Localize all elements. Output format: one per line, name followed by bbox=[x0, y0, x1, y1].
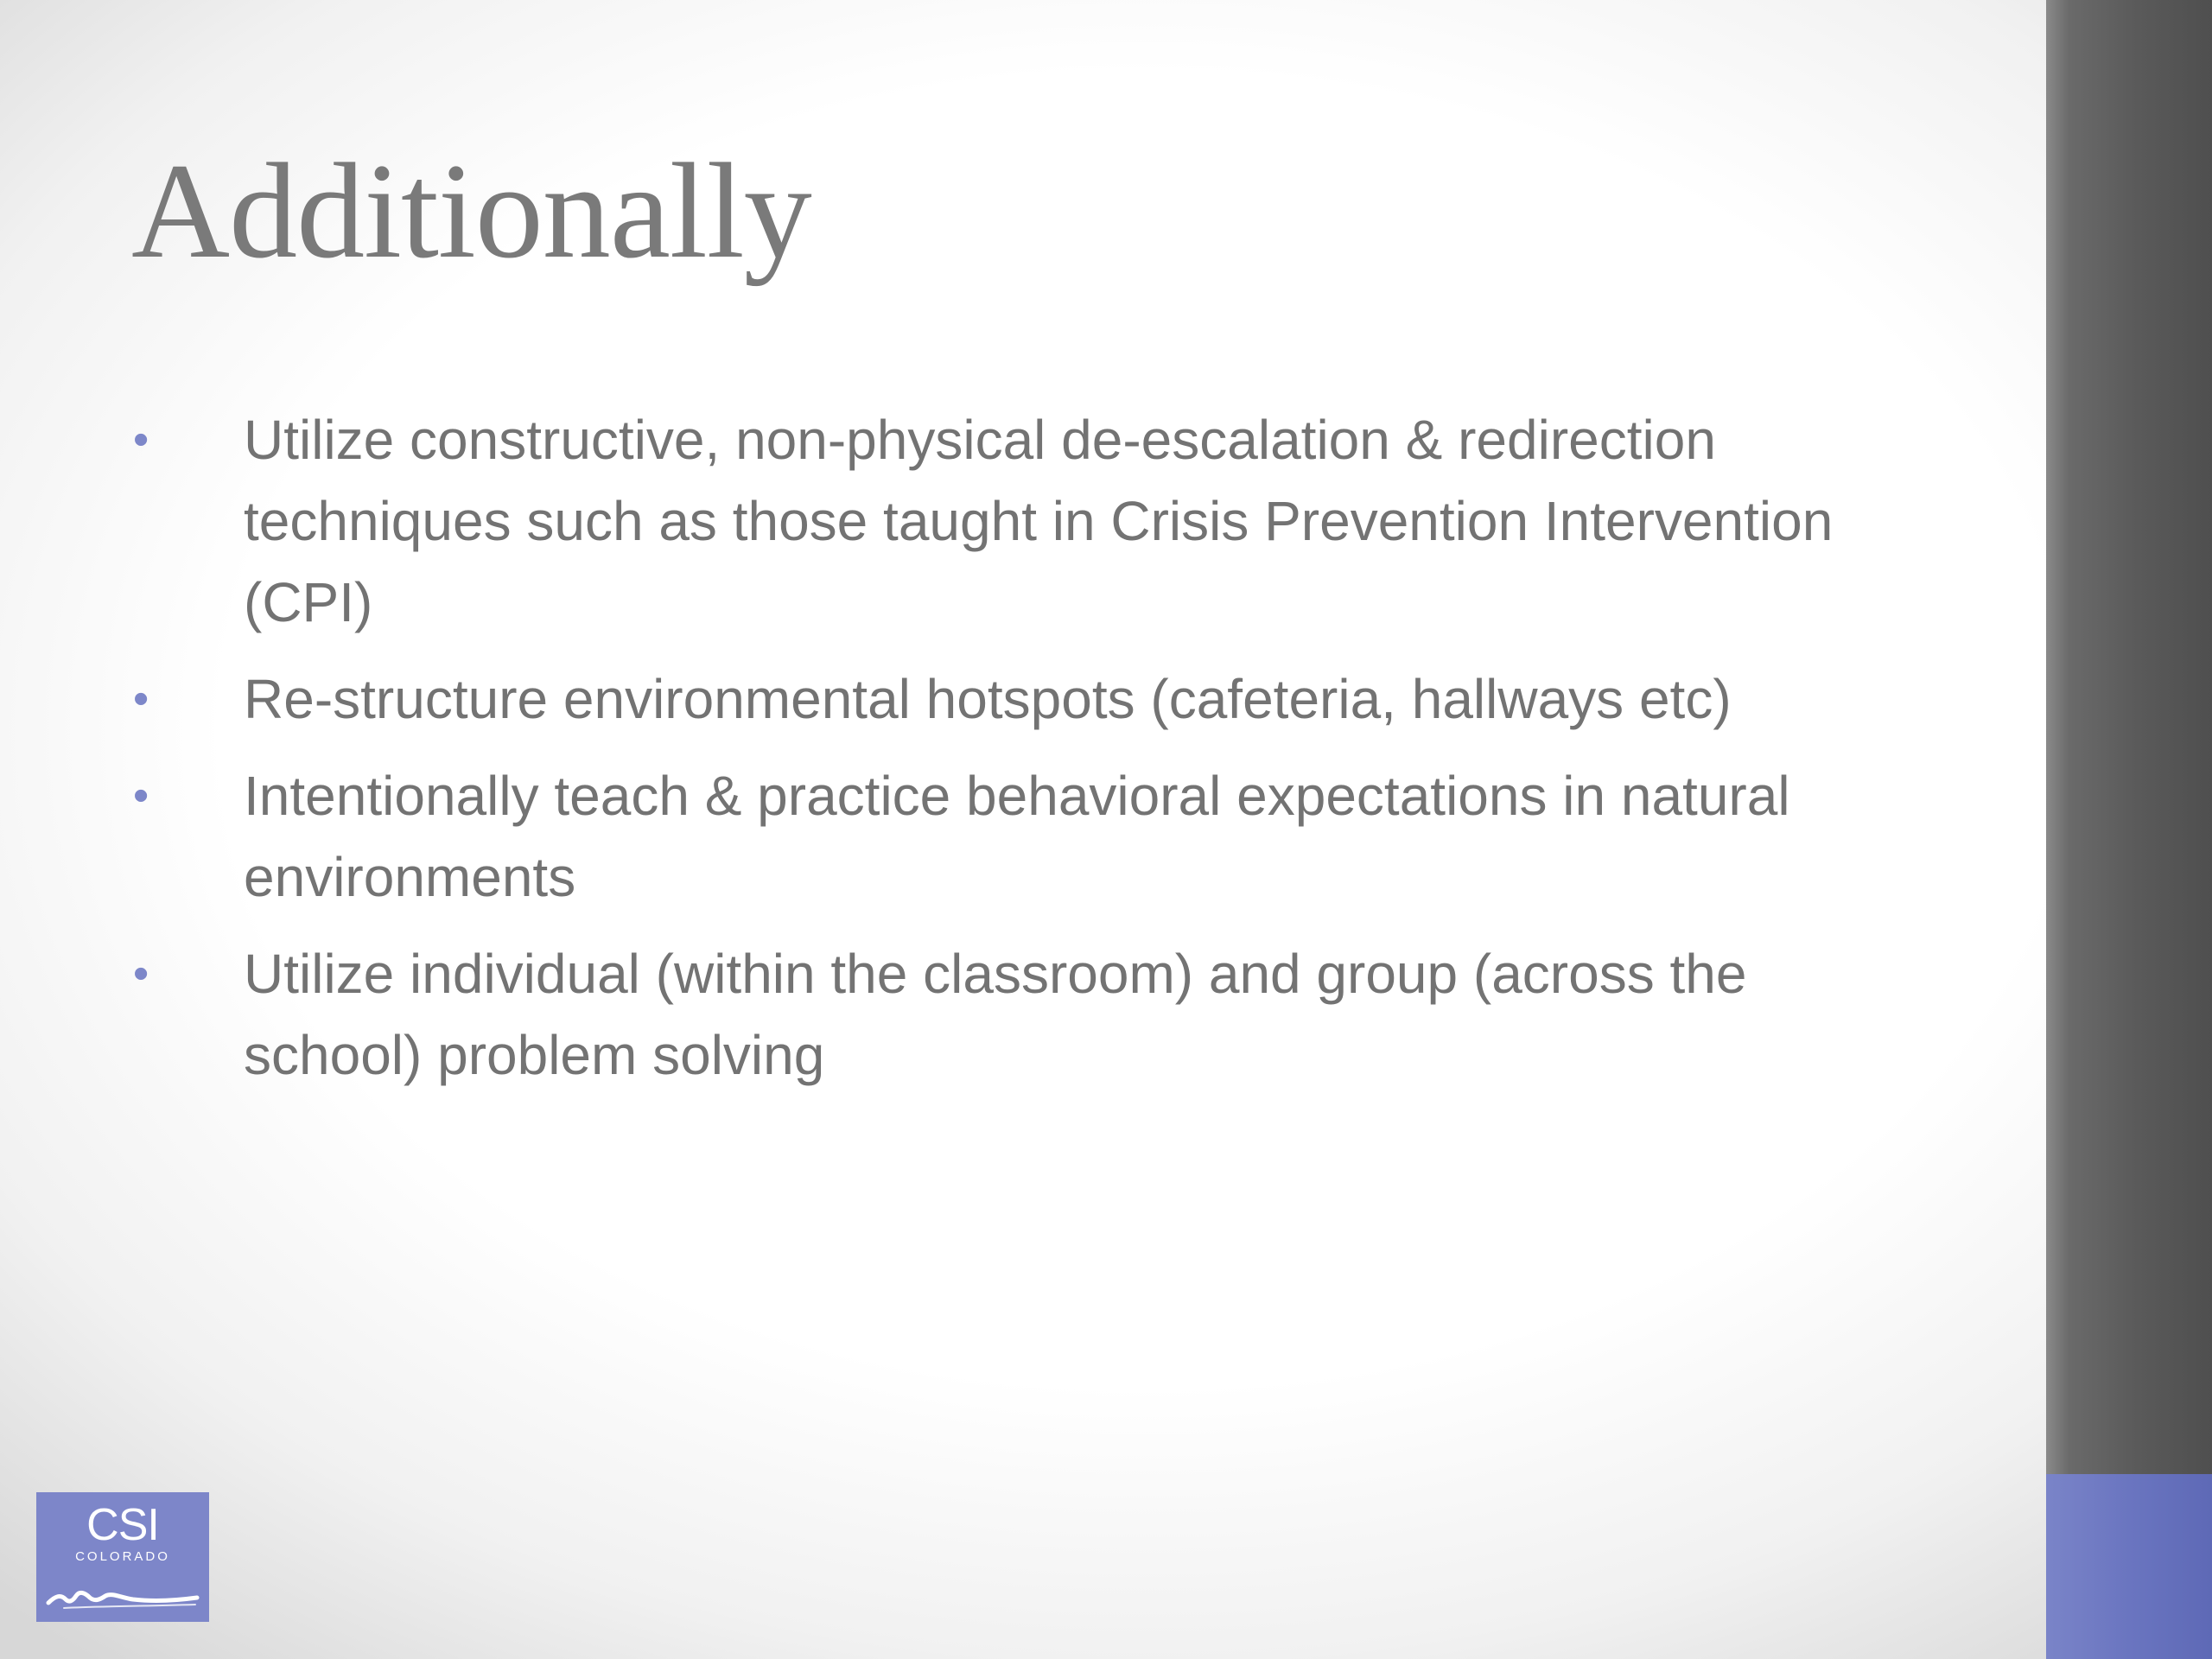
bullet-icon: • bbox=[133, 771, 149, 821]
bullet-icon: • bbox=[133, 674, 149, 724]
side-decoration-bar bbox=[2046, 0, 2212, 1659]
bullet-text: Intentionally teach & practice behavioral expectations in natural environments bbox=[244, 765, 1790, 908]
bullet-list bbox=[131, 399, 1937, 1111]
slide-title: Additionally bbox=[131, 136, 811, 287]
bullet-icon: • bbox=[133, 949, 149, 999]
mountain-icon bbox=[43, 1573, 202, 1617]
bullet-text: Utilize individual (within the classroom) and group (across the school) problem solving bbox=[244, 943, 1747, 1086]
bullet-item bbox=[131, 399, 1937, 643]
bullet-icon: • bbox=[133, 415, 149, 465]
bullet-item bbox=[131, 755, 1937, 918]
bullet-item bbox=[131, 658, 1937, 740]
bullet-text: Utilize constructive, non-physical de-escalation & redirection techniques such as those taught in Crisis Prevention Intervention (CPI) bbox=[244, 409, 1834, 633]
csi-colorado-logo bbox=[36, 1492, 209, 1622]
logo-subtitle: COLORADO bbox=[75, 1549, 170, 1564]
bullet-text: Re-structure environmental hotspots (cafeteria, hallways etc) bbox=[244, 668, 1732, 730]
bullet-item bbox=[131, 933, 1937, 1096]
side-accent-block bbox=[2046, 1474, 2212, 1659]
logo-name: CSI bbox=[86, 1500, 159, 1550]
